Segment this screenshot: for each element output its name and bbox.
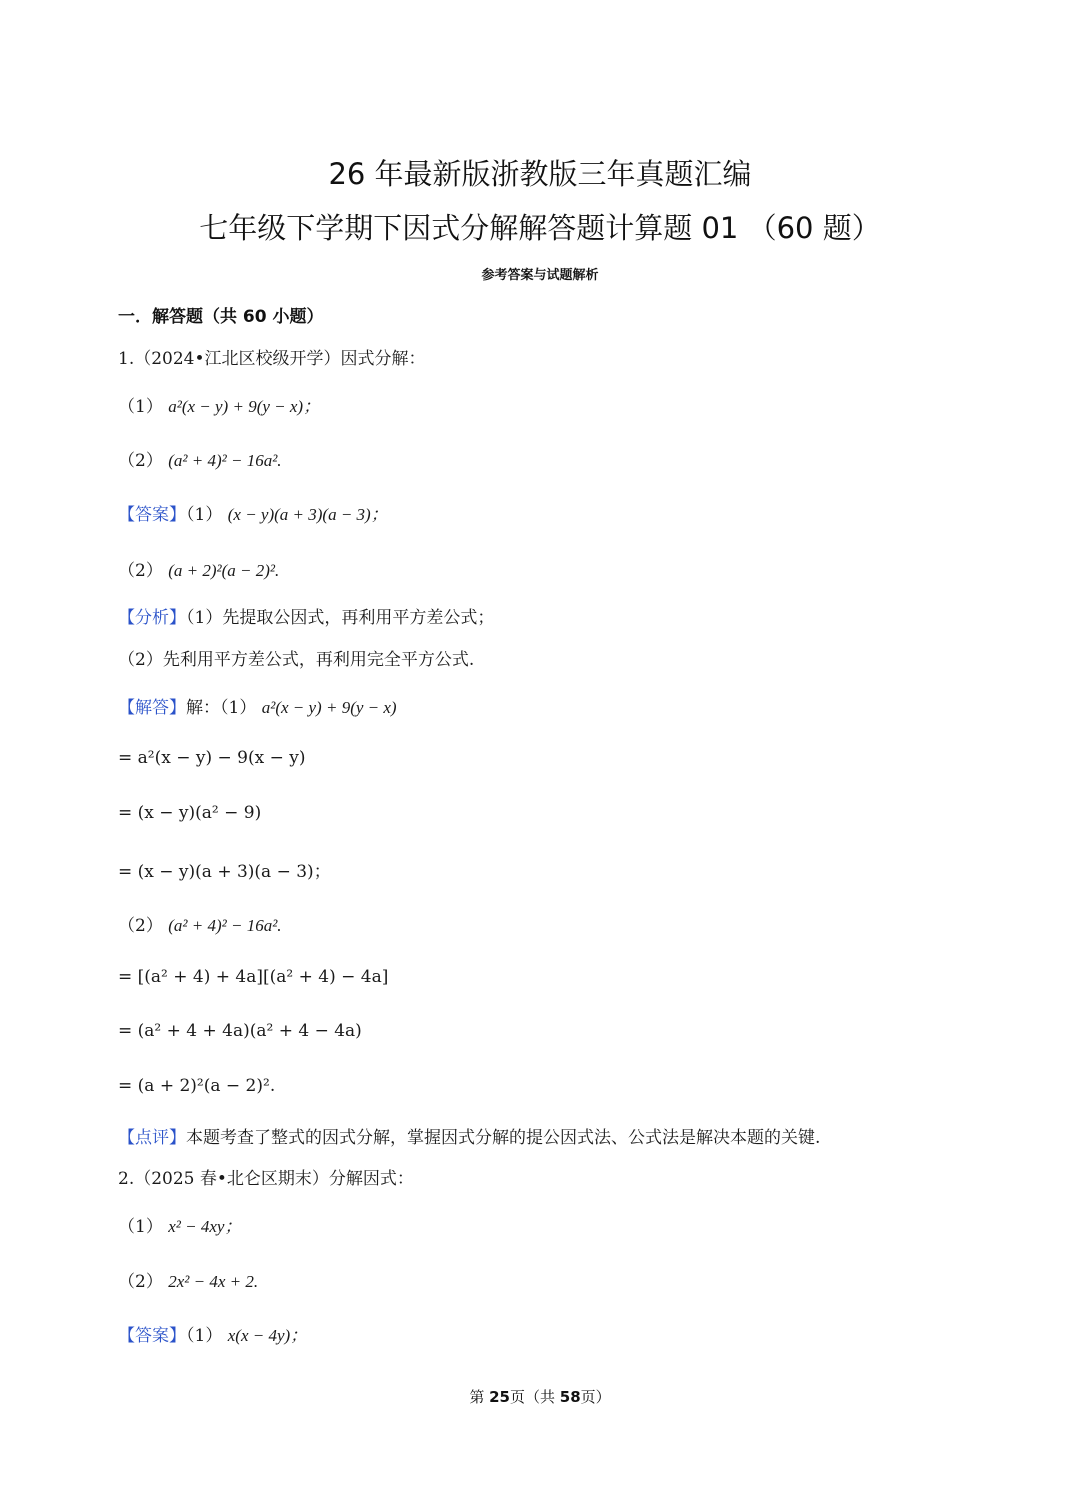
document-title-line1: 26 年最新版浙教版三年真题汇编 xyxy=(328,157,752,191)
page-footer xyxy=(0,1386,1080,1407)
problem-1-answer xyxy=(118,500,388,525)
problem-1-part-1 xyxy=(118,392,320,417)
part-expression: 2x² − 4x + 2. xyxy=(168,1272,259,1291)
problem-1-stem: 1.（2024•江北区校级开学）因式分解： xyxy=(118,349,426,369)
part-expression: (a² + 4)² − 16a². xyxy=(168,451,282,470)
solution-part-2 xyxy=(118,911,282,936)
solution-step: = (a² + 4 + 4a)(a² + 4 − 4a) xyxy=(118,1021,362,1041)
answer-expression: x(x − 4y)； xyxy=(227,1326,308,1345)
problem-1-part-2 xyxy=(118,446,282,471)
total-pages-number: 58 xyxy=(559,1388,581,1406)
document-title-line2: 七年级下学期下因式分解解答题计算题 01 （60 题） xyxy=(199,211,881,245)
section-heading: 一．解答题（共 60 小题） xyxy=(118,307,324,327)
footer-prefix: 第 xyxy=(469,1388,490,1406)
solution-tag: 【解答】 xyxy=(118,698,186,718)
comment-tag: 【点评】 xyxy=(118,1128,186,1148)
part-expression: a²(x − y) + 9(y − x)； xyxy=(168,397,321,416)
solution-intro: 解：（1） xyxy=(186,698,257,718)
solution-step: = a²(x − y) − 9(x − y) xyxy=(118,748,306,768)
problem-2-part-1 xyxy=(118,1212,241,1237)
problem-1-solution xyxy=(118,693,397,718)
answer-label: （1） xyxy=(186,505,223,525)
solution-step: = (x − y)(a + 3)(a − 3)； xyxy=(118,862,331,882)
analysis-text: （1）先提取公因式，再利用平方差公式； xyxy=(186,608,495,628)
answer-expression: (a + 2)²(a − 2)². xyxy=(168,561,280,580)
part-label: （1） xyxy=(118,1217,163,1237)
part-label: （2） xyxy=(118,451,163,471)
current-page-number: 25 xyxy=(489,1388,510,1406)
part-expression: x² − 4xy； xyxy=(168,1217,242,1236)
footer-middle: 页（共 xyxy=(509,1388,560,1406)
problem-1-analysis xyxy=(118,603,494,628)
part-label: （1） xyxy=(118,397,163,417)
part-label: （2） xyxy=(118,916,163,936)
answer-expression: (x − y)(a + 3)(a − 3)； xyxy=(227,505,388,524)
document-subtitle: 参考答案与试题解析 xyxy=(481,268,599,283)
problem-1-analysis-2: （2）先利用平方差公式，再利用完全平方公式. xyxy=(118,650,475,670)
answer-tag: 【答案】 xyxy=(118,1326,186,1346)
part-label: （2） xyxy=(118,1272,163,1292)
problem-1-answer-part-2 xyxy=(118,556,279,581)
problem-2-part-2 xyxy=(118,1267,258,1292)
problem-2-stem: 2.（2025 春•北仑区期末）分解因式： xyxy=(118,1169,414,1189)
comment-text: 本题考查了整式的因式分解，掌握因式分解的提公因式法、公式法是解决本题的关键. xyxy=(186,1128,821,1148)
problem-1-comment xyxy=(118,1123,820,1148)
solution-step: = (x − y)(a² − 9) xyxy=(118,803,262,823)
solution-expression: a²(x − y) + 9(y − x) xyxy=(261,698,397,717)
answer-label: （1） xyxy=(186,1326,223,1346)
solution-step: = (a + 2)²(a − 2)². xyxy=(118,1076,276,1096)
footer-suffix: 页） xyxy=(580,1388,611,1406)
solution-step: = [(a² + 4) + 4a][(a² + 4) − 4a] xyxy=(118,967,389,987)
analysis-tag: 【分析】 xyxy=(118,608,186,628)
answer-label: （2） xyxy=(118,561,163,581)
problem-2-answer xyxy=(118,1321,307,1346)
solution-expression: (a² + 4)² − 16a². xyxy=(168,916,282,935)
answer-tag: 【答案】 xyxy=(118,505,186,525)
